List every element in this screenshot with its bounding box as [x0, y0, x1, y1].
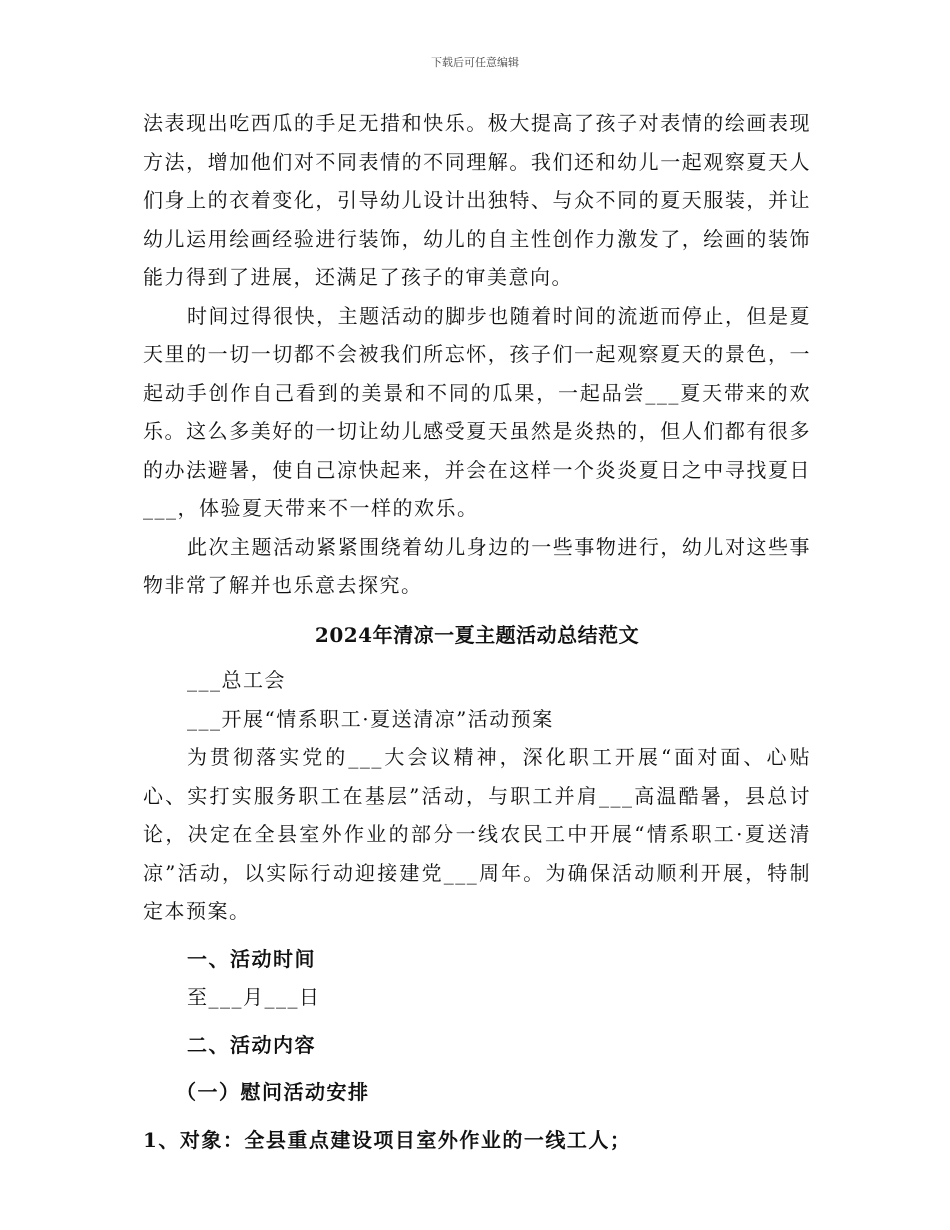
heading-activity-time: 一、活动时间 — [187, 946, 316, 971]
paragraph-2: 时间过得很快，主题活动的脚步也随着时间的流逝而停止，但是夏天里的一切一切都不会被我们所忘怀，孩子们一起观察夏天的景色，一起动手创作自己看到的美景和不同的瓜果，一起品尝___夏天带来的欢乐。这么多美好的一切让幼儿感受夏天虽然是炎热的，但人们都有很多的办法避暑，使自己凉快起来，并会在这样一个炎炎夏日之中寻找夏日___，体验夏天带来不一样的欢乐。 — [143, 303, 811, 520]
document-body — [143, 104, 811, 1159]
page-header: 下载后可任意编辑 — [431, 56, 519, 69]
paragraph-plan-title: ___开展“情系职工·夏送清凉”活动预案 — [187, 706, 554, 731]
paragraph-3: 此次主题活动紧紧围绕着幼儿身边的一些事物进行，幼儿对这些事物非常了解并也乐意去探究。 — [143, 534, 811, 597]
paragraph-date: 至___月___日 — [187, 985, 321, 1009]
paragraph-org: ___总工会 — [187, 668, 286, 692]
paragraph-intro: 为贯彻落实党的___大会议精神，深化职工开展“面对面、心贴心、实打实服务职工在基层”活动，与职工并肩___高温酷暑，县总讨论，决定在全县室外作业的部分一线农民工中开展“情系职工·夏送清凉”活动，以实际行动迎接建党___周年。为确保活动顺利开展，特制定本预案。 — [143, 745, 811, 923]
paragraph-1: 法表现出吃西瓜的手足无措和快乐。极大提高了孩子对表情的绘画表现方法，增加他们对不同表情的不同理解。我们还和幼儿一起观察夏天人们身上的衣着变化，引导幼儿设计出独特、与众不同的夏天服装，并让幼儿运用绘画经验进行装饰，幼儿的自主性创作力激发了，绘画的装饰能力得到了进展，还满足了孩子的审美意向。 — [143, 111, 811, 289]
heading-visit-arrangement: （一）慰问活动安排 — [176, 1080, 370, 1104]
document-title: 2024年清凉一夏主题活动总结范文 — [314, 622, 640, 647]
heading-target: 1、对象：全县重点建设项目室外作业的一线工人； — [143, 1127, 632, 1152]
heading-activity-content: 二、活动内容 — [187, 1032, 316, 1057]
